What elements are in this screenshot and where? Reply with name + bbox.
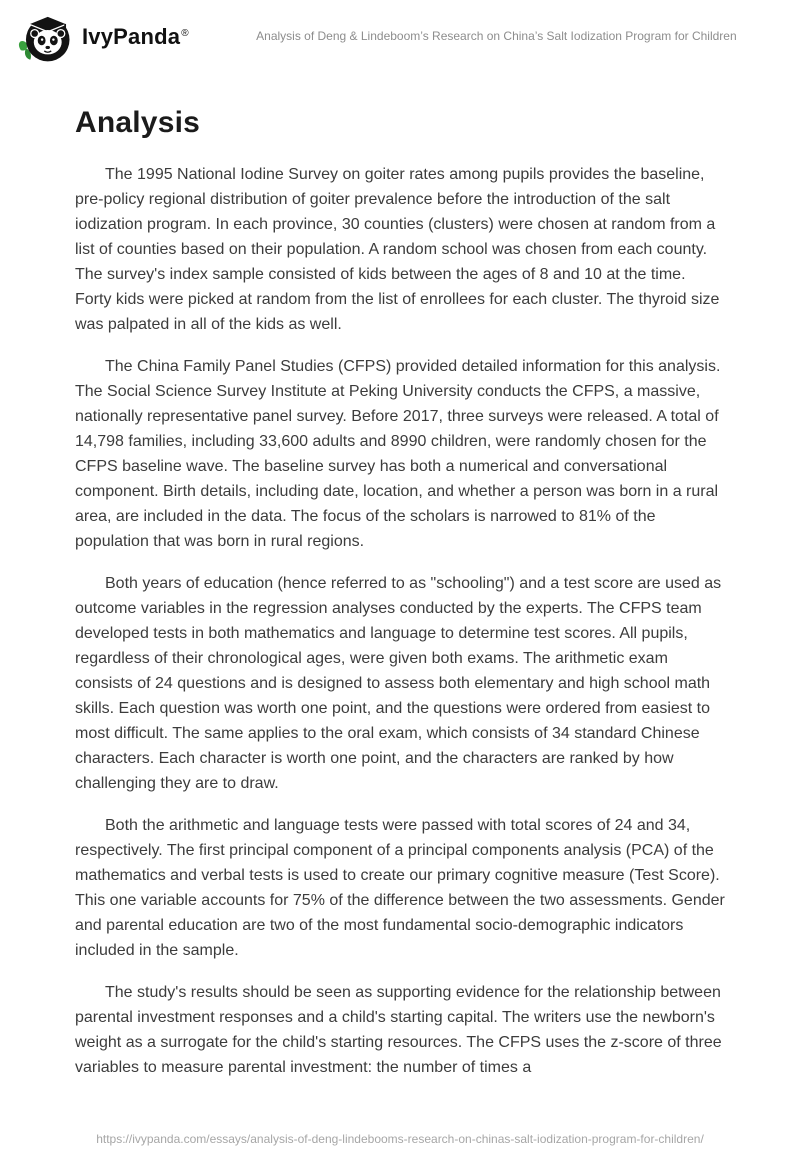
page-footer xyxy=(0,1130,800,1148)
ivypanda-logo-icon xyxy=(18,10,74,64)
brand-name: IvyPanda® xyxy=(82,24,189,49)
page-header xyxy=(0,0,800,72)
paragraph-5: The study's results should be seen as supporting evidence for the relationship between parental investment responses and a child's starting capital. The writers use the newborn's weight as a surrogate for the child's starting resources. The CFPS uses the z-score of three variables to measure parental investment: the number of times a xyxy=(75,984,722,1076)
paragraph-4: Both the arithmetic and language tests were passed with total scores of 24 and 34, respectively. The first principal component of a principal components analysis (PCA) of the mathematics and verbal tests is used to create our primary cognitive measure (Test Score). This one variable accounts for 75% of the difference between the two assessments. Gender and parental education are two of the most fundamental socio-demographic indicators included in the sample. xyxy=(75,817,725,959)
paragraph-1: The 1995 National Iodine Survey on goiter rates among pupils provides the baseline, pre-policy regional distribution of goiter prevalence before the introduction of the salt iodization program. In each province, 30 counties (clusters) were chosen at random from a list of counties based on their population. A random school was chosen from each county. The survey's index sample consisted of kids between the ages of 8 and 10 at the time. Forty kids were picked at random from the list of enrollees for each cluster. The thyroid size was palpated in all of the kids as well. xyxy=(75,166,720,333)
paragraph-3: Both years of education (hence referred to as "schooling") and a test score are used as outcome variables in the regression analyses conducted by the experts. The CFPS team developed tests in both mathematics and language to determine test scores. All pupils, regardless of their chronological ages, were given both exams. The arithmetic exam consists of 24 questions and is designed to assess both elementary and high school math skills. Each question was worth one point, and the questions were ordered from easiest to most difficult. The same applies to the oral exam, which consists of 34 standard Chinese characters. Each character is worth one point, and the characters are ranked by how challenging they are to draw. xyxy=(75,575,722,792)
paragraph-2: The China Family Panel Studies (CFPS) provided detailed information for this analysis. The Social Science Survey Institute at Peking University conducts the CFPS, a massive, nationally representative panel survey. Before 2017, three surveys were released. A total of 14,798 families, including 33,600 adults and 8990 children, were randomly chosen for the CFPS baseline wave. The baseline survey has both a numerical and conversational component. Birth details, including date, location, and whether a person was born in a rural area, are included in the data. The focus of the scholars is narrowed to 81% of the population that was born in rural regions. xyxy=(75,358,721,550)
registered-mark: ® xyxy=(181,27,189,39)
article-content xyxy=(75,106,725,1080)
page-title: Analysis xyxy=(75,106,200,139)
document-header-title: Analysis of Deng & Lindeboom’s Research on China’s Salt Iodization Program for Children xyxy=(256,29,737,44)
source-url: https://ivypanda.com/essays/analysis-of-deng-lindebooms-research-on-chinas-salt-iodization-program-for-children/ xyxy=(96,1132,704,1146)
ivypanda-home-link[interactable] xyxy=(18,10,189,64)
article-body xyxy=(75,162,725,1080)
